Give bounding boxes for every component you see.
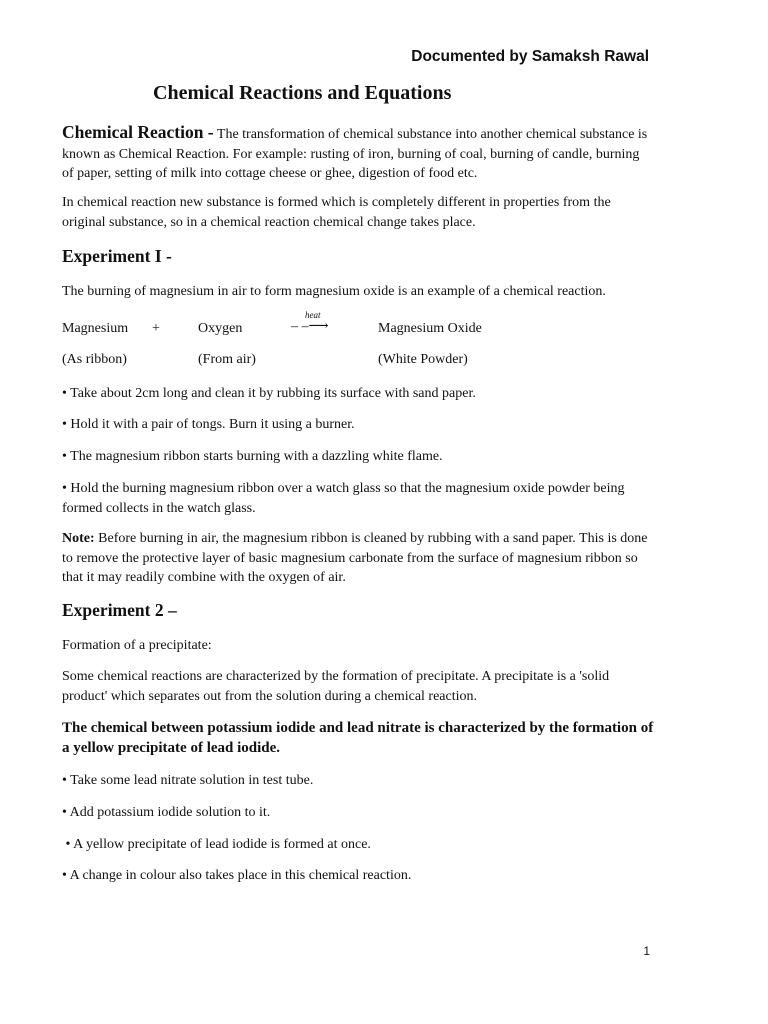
experiment1-step: • The magnesium ribbon starts burning with a dazzling white flame. — [62, 449, 443, 464]
experiment2-step: • Take some lead nitrate solution in test tube. — [62, 773, 314, 788]
experiment1-step: • Hold it with a pair of tongs. Burn it using a burner. — [62, 417, 355, 432]
experiment2-bold-statement: The chemical between potassium iodide and lead nitrate is characterized by the formation of a yellow precipitate of lead iodide. — [62, 720, 654, 756]
experiment1-heading: Experiment I - — [62, 246, 172, 266]
equation-product-note: (White Powder) — [378, 352, 468, 367]
experiment2-step: • Add potassium iodide solution to it. — [62, 805, 271, 820]
page-number: 1 — [643, 944, 650, 958]
experiment1-step: • Hold the burning magnesium ribbon over a watch glass so that the magnesium oxide powder being formed collects in the watch glass. — [62, 481, 625, 516]
equation-reactant2-note: (From air) — [198, 352, 256, 367]
document-title: Chemical Reactions and Equations — [153, 82, 452, 104]
intro-paragraph — [62, 123, 654, 184]
equation-plus: + — [152, 321, 160, 336]
intro-paragraph-2: In chemical reaction new substance is formed which is completely different in properties from the original substance, so in a chemical reaction chemical change takes place. — [62, 195, 611, 230]
intro-definition: The transformation of chemical substance into another chemical substance is known as Chemical Reaction. For example: rusting of iron, burning of coal, burning of candle, burning of paper, setting of milk into cottage cheese or ghee, digestion of food etc. — [62, 127, 648, 181]
experiment2-step: • A change in colour also takes place in this chemical reaction. — [62, 868, 412, 883]
note-label: Note: — [62, 531, 95, 546]
intro-term: Chemical Reaction - — [62, 122, 214, 142]
experiment2-description: Some chemical reactions are characterized by the formation of precipitate. A precipitate is a 'solid product' which separates out from the solution during a chemical reaction. — [62, 669, 610, 704]
author-credit: Documented by Samaksh Rawal — [411, 48, 649, 65]
equation-reactant2: Oxygen — [198, 321, 243, 336]
equation-reactant1: Magnesium — [62, 321, 129, 336]
experiment2-subheading: Formation of a precipitate: — [62, 638, 212, 653]
experiment1-description: The burning of magnesium in air to form magnesium oxide is an example of a chemical reaction. — [62, 284, 606, 299]
reaction-arrow-icon: – –⟶ — [291, 319, 329, 334]
experiment1-step: • Take about 2cm long and clean it by rubbing its surface with sand paper. — [62, 386, 476, 401]
heat-label: heat — [305, 310, 321, 320]
experiment2-heading: Experiment 2 – — [62, 600, 177, 620]
equation-product: Magnesium Oxide — [378, 321, 482, 336]
equation-arrow — [291, 310, 329, 335]
experiment1-note — [62, 529, 654, 588]
experiment2-step: • A yellow precipitate of lead iodide is formed at once. — [62, 837, 371, 852]
equation-reactant1-note: (As ribbon) — [62, 352, 127, 367]
note-text: Before burning in air, the magnesium ribbon is cleaned by rubbing with a sand paper. This is done to remove the protective layer of basic magnesium carbonate from the surface of magnesium ribbon so that it may readily combine with the oxygen of air. — [62, 531, 648, 585]
